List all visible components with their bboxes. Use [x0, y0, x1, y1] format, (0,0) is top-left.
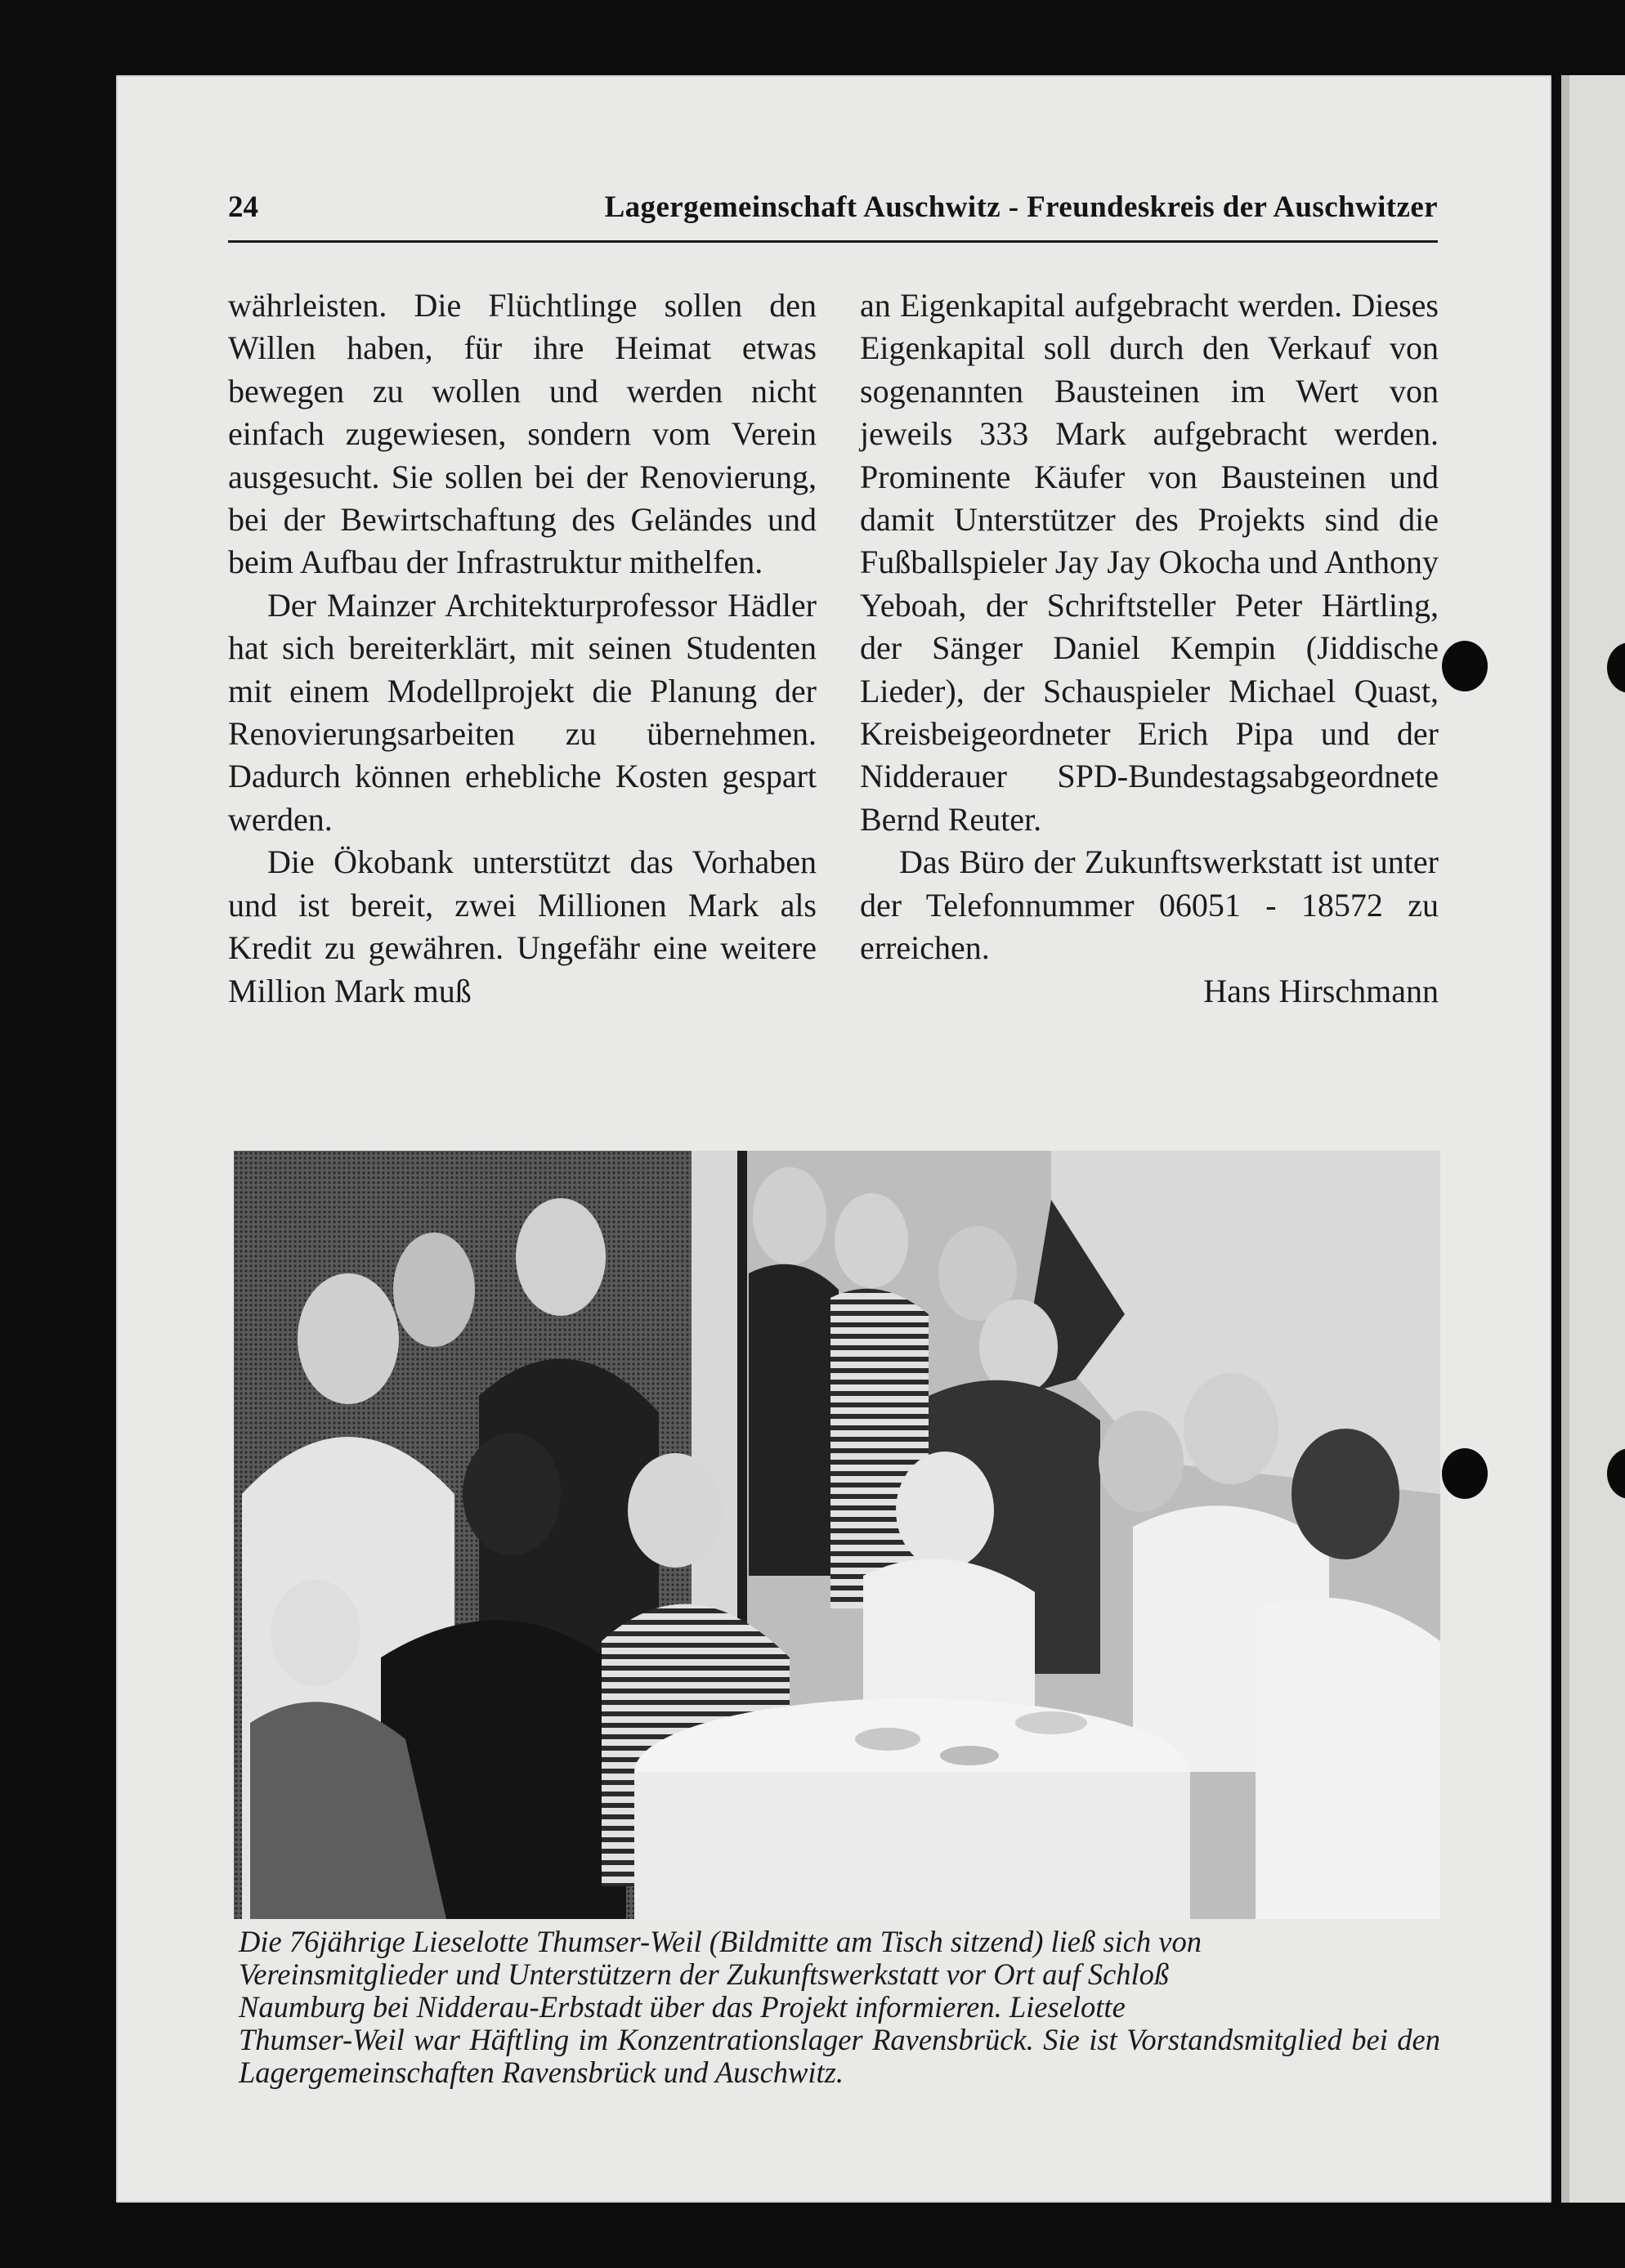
binder-hole: [1442, 1448, 1488, 1499]
header-rule: [228, 240, 1438, 243]
paragraph: Der Mainzer Architekturprofessor Hädler hat sich bereiterklärt, mit seinen Studenten mit einem Modellprojekt die Planung der Renovierungsarbeiten zu übernehmen. Dadurch können erhebliche Kosten gespart werden.: [228, 586, 817, 838]
article-right-column: [860, 284, 1439, 1013]
author-signature: Hans Hirschmann: [1203, 972, 1439, 1009]
paragraph: an Eigenkapital aufgebracht werden. Dieses Eigenkapital soll durch den Verkauf von sogenannten Bausteinen im Wert von jeweils 333 Mark aufgebracht werden. Prominente Käufer von Bausteinen und damit Unterstützer des Projekts sind die Fußballspieler Jay Jay Okocha und Anthony Yeboah, der Schriftsteller Peter Härtling, der Sänger Daniel Kempin (Jiddische Lieder), der Schauspieler Michael Quast, Kreisbeigeordneter Erich Pipa und der Nidderauer SPD-Bundestagsabgeordnete Bernd Reuter.: [860, 287, 1439, 838]
binder-hole: [1442, 641, 1488, 691]
running-title: Lagergemeinschaft Auschwitz - Freundeskreis der Auschwitzer: [604, 190, 1438, 224]
adjacent-page-edge: [1561, 75, 1625, 2203]
page-gutter: [1561, 75, 1569, 2203]
paragraph: währleisten. Die Flüchtlinge sollen den Willen haben, für ihre Heimat etwas bewegen zu wollen und werden nicht einfach zugewiesen, sondern vom Verein ausgesucht. Sie sollen bei der Renovierung, bei der Bewirtschaftung des Geländes und beim Aufbau der Infrastruktur mithelfen.: [228, 287, 817, 581]
page-number: 24: [228, 190, 258, 224]
magazine-page: [116, 75, 1551, 2203]
group-photo: [234, 1151, 1440, 1919]
photo-illustration: [234, 1151, 1440, 1919]
photo-caption: Die 76jährige Lieselotte Thumser-Weil (Bildmitte am Tisch sitzend) ließ sich von Vereinsmitglieder und Unterstützern der Zukunftswerkstatt vor Ort auf Schloß Naumburg bei Nidderau-Erbstadt über das Projekt informieren. Lieselotte Thumser-Weil war Häftling im Konzentrationslager Ravensbrück. Sie ist Vorstandsmitglied bei den Lagergemeinschaften Ravensbrück und Auschwitz.: [239, 1925, 1440, 2089]
paragraph: Die Ökobank unterstützt das Vorhaben und ist bereit, zwei Millionen Mark als Kredit zu gewähren. Ungefähr eine weitere Million Mark muß: [228, 843, 817, 1009]
paragraph: Das Büro der Zukunftswerkstatt ist unter der Telefonnummer 06051 - 18572 zu erreichen.: [860, 843, 1439, 967]
page-header: [228, 190, 1438, 227]
article-left-column: [228, 284, 817, 1013]
